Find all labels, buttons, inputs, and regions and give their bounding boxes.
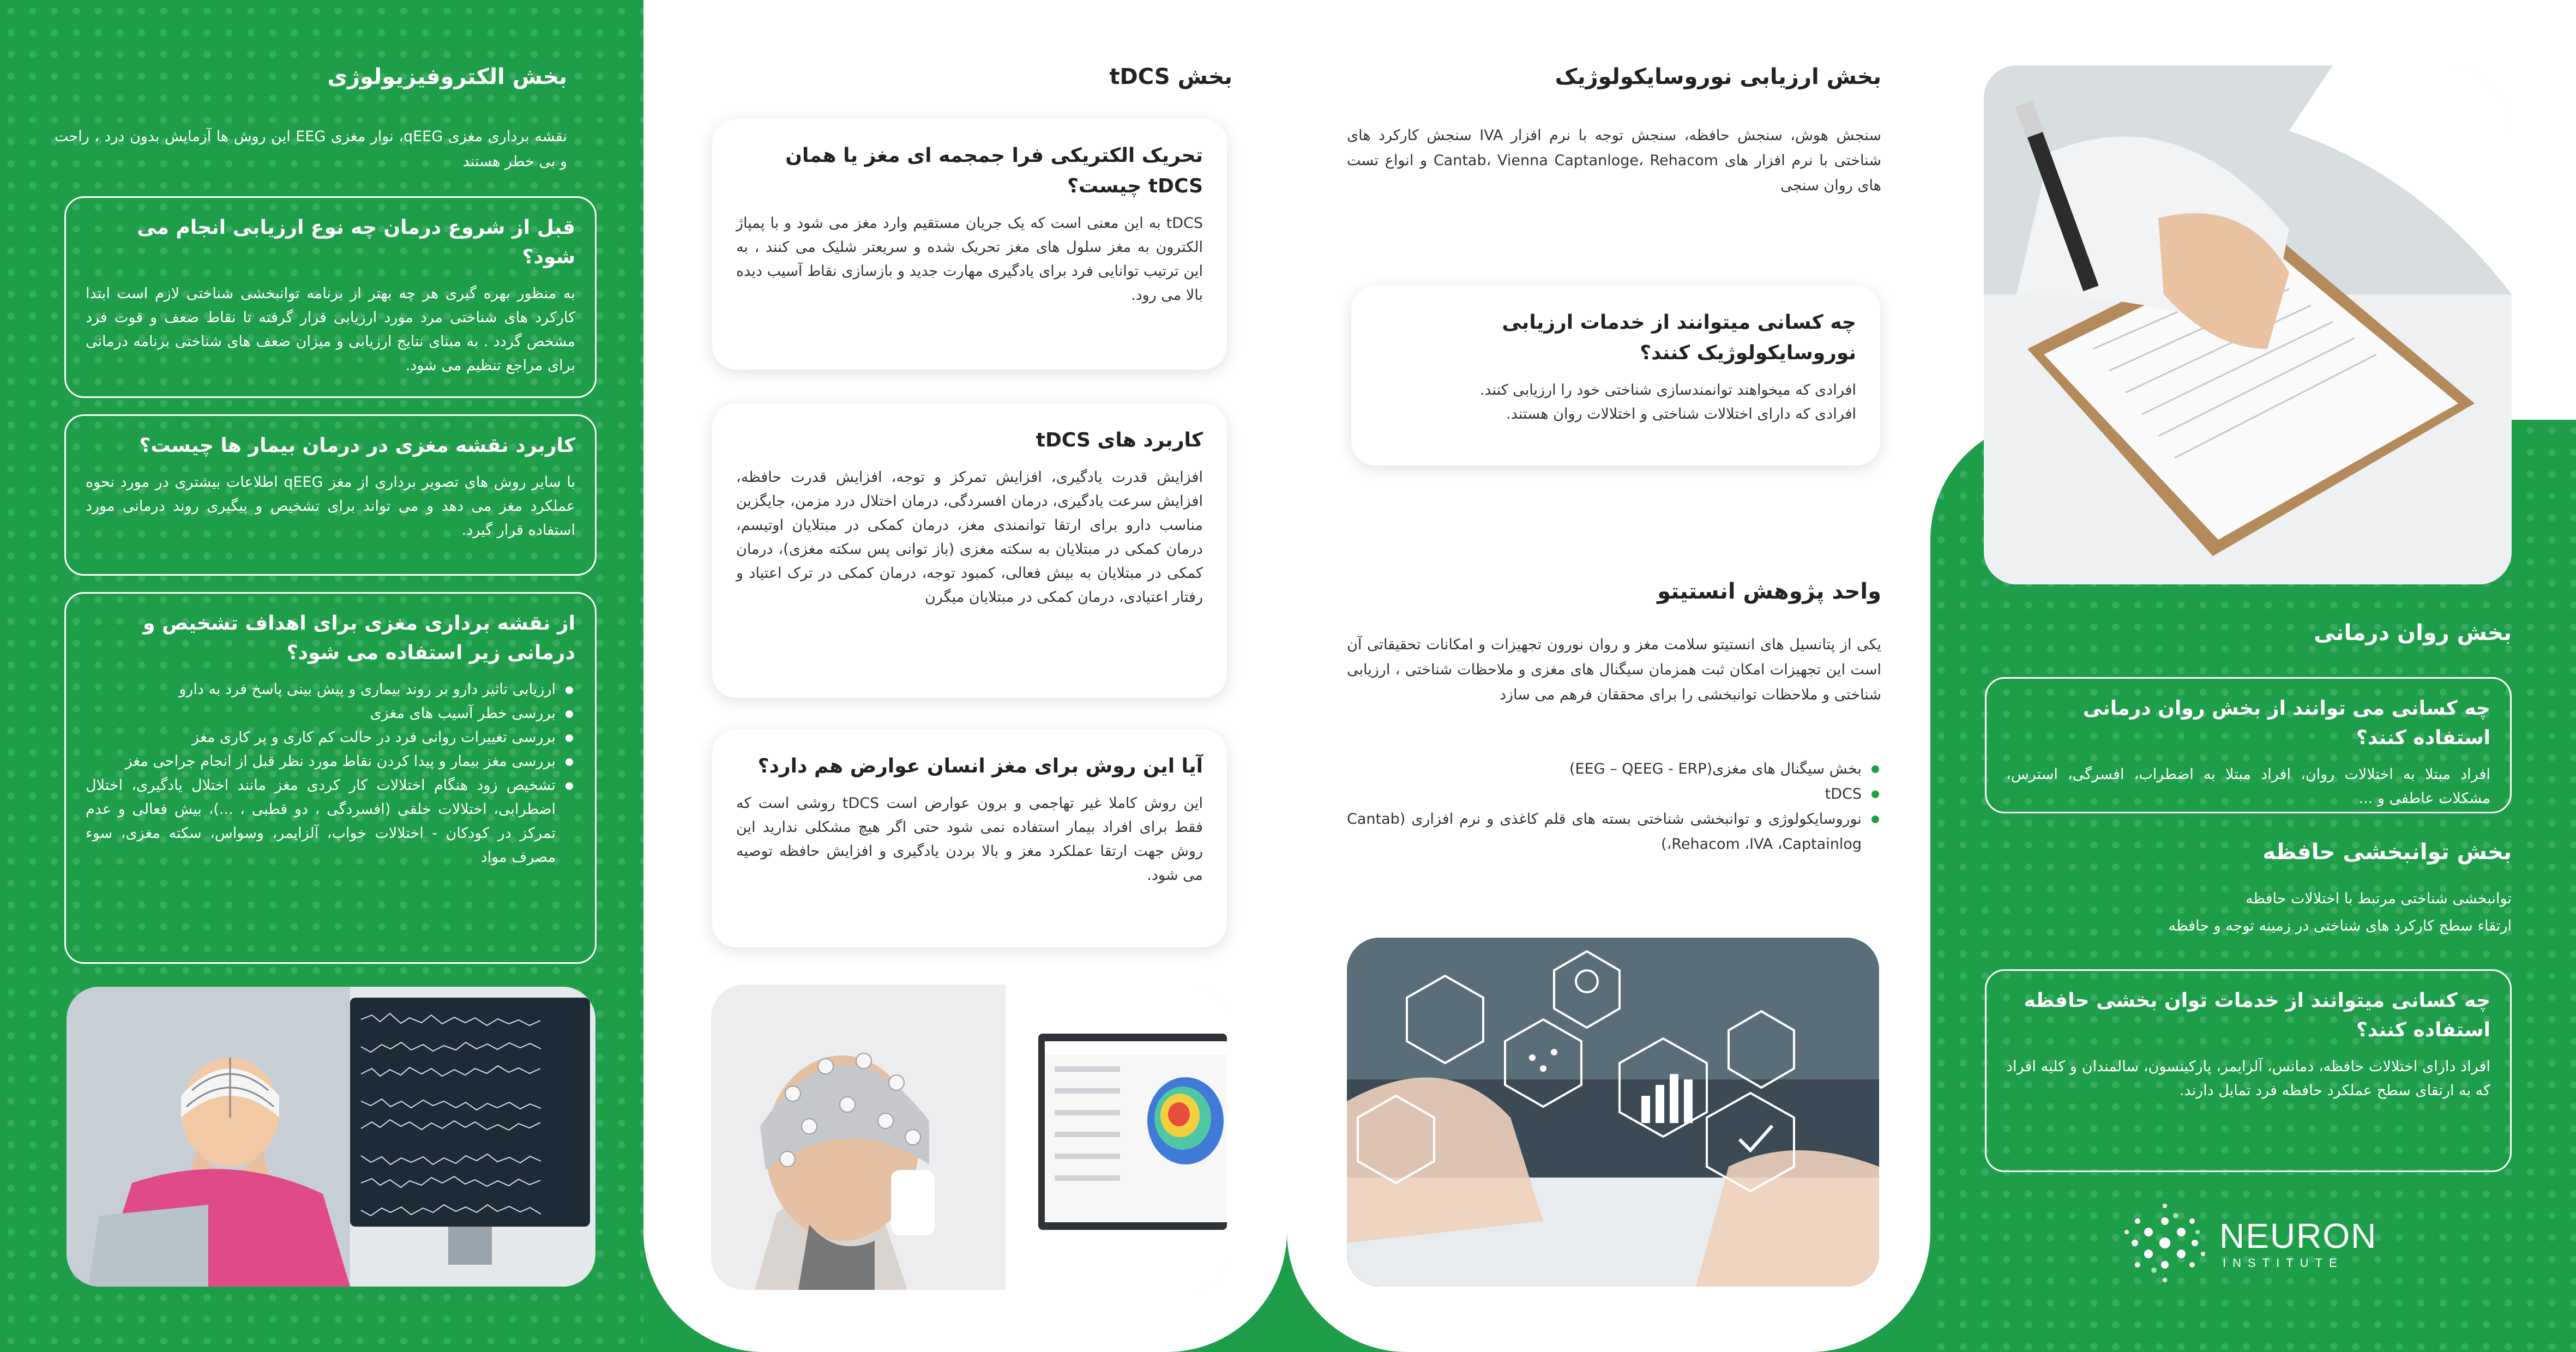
logo-title: NEURON bbox=[2219, 1216, 2378, 1256]
box-question: از نقشه برداری مغزی برای اهداف تشخیص و درمانی زیر استفاده می شود؟ bbox=[143, 612, 575, 664]
box-memory-rehab-who bbox=[1985, 969, 2512, 1172]
eeg-patient-photo bbox=[67, 987, 595, 1287]
list-item: بررسی خطر آسیب های مغزی bbox=[86, 702, 575, 726]
card-answer: این روش کاملا غیر تهاجمی و برون عوارض است tDCS روشی است که فقط برای افراد بیمار استفاده نمی شود حتی اگر هیچ مشکلی ندارید این روش جهت ارتقا عملکرد مغز و بالا بردن یادگیری و افزایش حافظه توصیه می شود. bbox=[736, 795, 1203, 884]
list-item: بررسی تغییرات روانی فرد در حالت کم کاری و پر کاری مغز bbox=[86, 726, 575, 750]
neuropsych-who-card bbox=[1351, 286, 1880, 466]
clipboard-writing-photo bbox=[1984, 65, 2512, 584]
card-question: چه کسانی میتوانند از خدمات ارزیابی نوروسایکولوژیک کنند؟ bbox=[1502, 311, 1856, 364]
card-answer-2: افرادی که دارای اختلالات شناختی و اختلالات روان هستند. bbox=[1506, 406, 1856, 422]
box-question: چه کسانی می توانند از بخش روان درمانی استفاده کنند؟ bbox=[2083, 697, 2490, 749]
card-question: کاربرد های tDCS bbox=[1036, 429, 1203, 451]
box-pre-treatment-assessment bbox=[64, 196, 597, 398]
list-item: تشخیص زود هنگام اختلالات کار کردی مغز مانند اختلال یادگیری، اختلال اضطرابی، اختلالات خلقی (افسردگی ، دو قطبی ، ...)، بیش فعالی و عدم تمرکز در کودکان - اختلالات خواب، آلزایمر، وسواس، سکته مغزی، سوء مصرف مواد bbox=[86, 774, 575, 870]
tdcs-what-card bbox=[712, 119, 1227, 370]
list-item: بررسی مغز بیمار و پیدا کردن نقاط مورد نظر قبل از انجام جراحی مغز bbox=[86, 750, 575, 774]
card-question: تحریک الکتریکی فرا جمجمه ای مغز یا همان tDCS چیست؟ bbox=[785, 144, 1203, 197]
box-answer: افراد مبتلا به اختلالات روان، افراد مبتلا به اضطراب، افسرگی، استرس، مشکلات عاطفی و ... bbox=[2006, 766, 2490, 807]
neuropsych-title: بخش ارزیابی نوروسایکولوژیک bbox=[1555, 64, 1881, 89]
neuropsych-intro: سنجش هوش، سنجش حافظه، سنجش توجه با نرم افزار IVA سنجش کارکرد های شناختی با نرم افزار های Cantab، Vienna Captanloge، Rehacom و انواع تست های روان سنجی bbox=[1347, 127, 1881, 194]
tdcs-title: بخش tDCS bbox=[1109, 64, 1232, 89]
logo-subtitle: INSTITUTE bbox=[2223, 1256, 2344, 1270]
tdcs-uses-card bbox=[712, 403, 1227, 698]
memory-rehab-line-2: ارتقاء سطح کارکرد های شناختی در زمینه توجه و حافظه bbox=[2168, 918, 2512, 934]
box-answer: به منظور بهره گیری هر چه بهتر از برنامه توانبخشی شناختی لازم است ابتدا کارکرد های شناختی مرد مورد ارزیابی قرار گرفته تا نقاط ضعف و قوت فرد مشخص گردد . به مبنای نتایج ارزیابی و میزان ضعف های شناختی برنامه درمانی برای مراجع تنظیم می شود. bbox=[86, 285, 575, 374]
research-unit-title: واحد پژوهش انستیتو bbox=[1657, 579, 1881, 604]
card-answer-1: افرادی که میخواهند توانمندسازی شناختی خود را ارزیابی کنند. bbox=[1479, 382, 1856, 399]
memory-rehab-title: بخش توانبخشی حافظه bbox=[2262, 840, 2512, 865]
electrophysiology-title: بخش الکتروفیزیولوژی bbox=[327, 64, 567, 89]
box-question: کاربرد نقشه مغزی در درمان بیمار ها چیست؟ bbox=[139, 434, 575, 457]
memory-rehab-line-1: توانبخشی شناختی مرتبط با اختلالات حافظه bbox=[2245, 890, 2512, 907]
box-brain-mapping-goals bbox=[64, 592, 597, 964]
box-answer: با سایر روش های تصویر برداری از مغز qEEG اطلاعات بیشتری در مورد نحوه عملکرد مغز می دهد و می تواند برای تشخیص و پیگیری روند درمانی مورد استفاده قرار گیرد. bbox=[86, 474, 575, 539]
list-item: بخش سیگنال های مغزی(EEG – QEEG - ERP) bbox=[1347, 757, 1881, 782]
card-answer: افزایش قدرت یادگیری، افزایش تمرکز و توجه، افزایش قدرت حافظه، افزایش سرعت یادگیری، درمان افسردگی، درمان اختلال درد مزمن، جایگزین مناسب دارو برای ارتقا توانمندی مغز، درمان کمکی در مبتلایان اوتیسم، درمان کمکی در مبتلایان به سکته مغزی (باز توانی پس سکته مغزی)، درمان کمکی در مبتلایان به بیش فعالی، کمبود توجه، درمان کمکی در ترک اعتیاد و رفتار اعتیادی، درمان کمکی در مبتلایان میگرن bbox=[736, 469, 1203, 606]
list-item: tDCS bbox=[1347, 782, 1881, 807]
tdcs-side-effects-card bbox=[712, 729, 1227, 947]
list-item: ارزیابی تاثیر دارو بر روند بیماری و پیش بینی پاسخ فرد به دارو bbox=[86, 678, 575, 702]
box-psychotherapy-who bbox=[1985, 677, 2512, 813]
research-unit-list bbox=[1347, 757, 1881, 857]
goals-list bbox=[86, 678, 575, 870]
research-unit-text: یکی از پتانسیل های انستیتو سلامت مغز و روان نورون تجهیزات و امکانات تحقیقاتی آن است این تجهیزات امکان ثبت همزمان سیگنال های مغزی و ملاحظات شناختی ، ارزیابی شناختی و ملاحظات توانبخشی را برای محققان فرهم می سازد bbox=[1347, 636, 1881, 703]
list-item: نوروسایکولوژی و توانبخشی شناختی بسته های قلم کاغذی و نرم افزاری (Cantab ،Rehacom ،IVA ،Captainlog) bbox=[1347, 807, 1881, 857]
psychotherapy-title: بخش روان درمانی bbox=[2314, 620, 2512, 645]
box-brain-map-usage bbox=[64, 414, 597, 576]
neuron-logo-mark-icon bbox=[2121, 1199, 2208, 1287]
box-question: قبل از شروع درمان چه نوع ارزیابی انجام می شود؟ bbox=[137, 216, 575, 268]
neuron-logo bbox=[2121, 1199, 2427, 1287]
card-answer: tDCS به این معنی است که یک جریان مستقیم وارد مغز می شود و با پمپاژ الکترون به مغز سلول های مغز تحریک شده و سریعتر شلیک می کنند ، به این ترتیب توانایی فرد برای یادگیری مهارت جدید و بازسازی نقاط آسیب دیده بالا می رود. bbox=[736, 215, 1203, 304]
electrophysiology-intro: نقشه برداری مغزی qEEG، نوار مغزی EEG این روش ها آزمایش بدون درد ، راحت و بی خطر هستند bbox=[55, 128, 567, 170]
analytics-photo bbox=[1347, 938, 1879, 1287]
box-question: چه کسانی میتوانند از خدمات توان بخشی حافظه استفاده کنند؟ bbox=[2024, 989, 2490, 1041]
tdcs-cap-photo bbox=[711, 985, 1227, 1290]
card-question: آیا این روش برای مغز انسان عوارض هم دارد؟ bbox=[757, 755, 1203, 777]
box-answer: افراد دارای اختلالات حافظه، دمانس، آلزایمر، پارکینسون، سالمندان و کلیه افراد که به ارتقای سطح عملکرد حافظه فرد تمایل دارند. bbox=[2006, 1058, 2490, 1099]
